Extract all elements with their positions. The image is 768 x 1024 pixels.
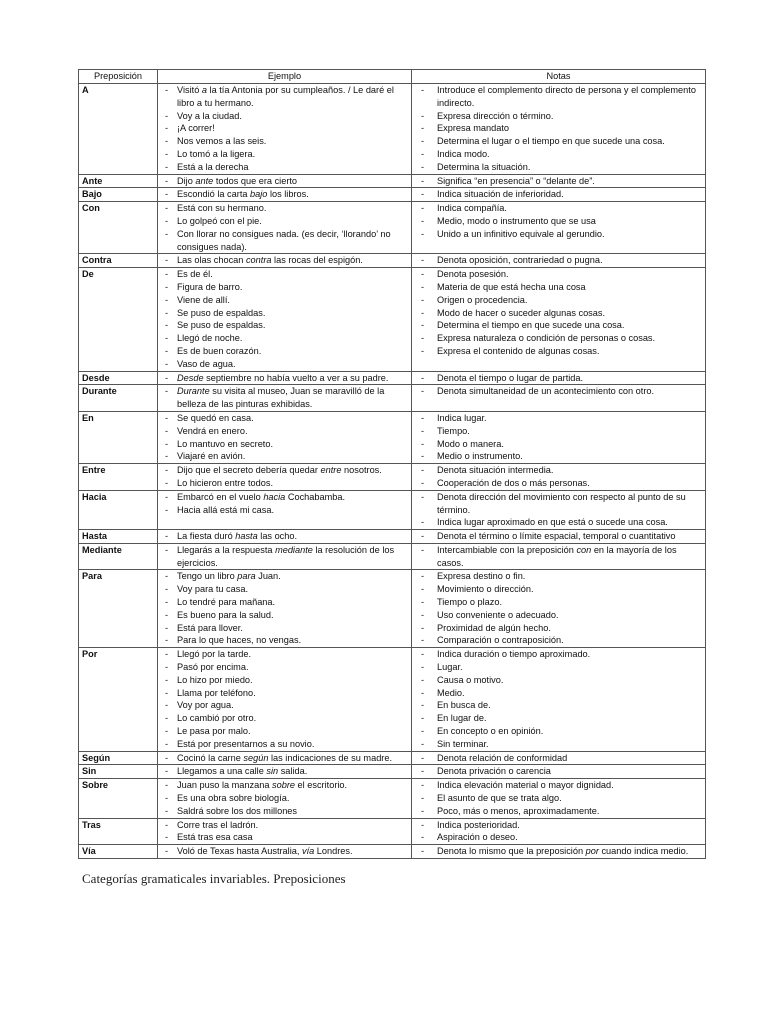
example-item: - Las olas chocan contra las rocas del espigón. <box>161 254 408 267</box>
note-item: - Denota simultaneidad de un acontecimiento con otro. <box>415 385 702 398</box>
example-item: - Lo tomó a la ligera. <box>161 148 408 161</box>
preposition-cell: Para <box>79 570 158 648</box>
note-item: - Indica lugar aproximado en que está o sucede una cosa. <box>415 516 702 529</box>
example-item: - Figura de barro. <box>161 281 408 294</box>
note-item: - Determina el tiempo en que sucede una cosa. <box>415 319 702 332</box>
example-list <box>161 544 408 570</box>
example-item: - Corre tras el ladrón. <box>161 819 408 832</box>
example-cell <box>158 818 412 845</box>
note-list <box>415 570 702 647</box>
note-item: - Poco, más o menos, aproximadamente. <box>415 805 702 818</box>
notes-cell <box>412 845 706 859</box>
caption: Categorías gramaticales invariables. Preposiciones <box>82 871 346 886</box>
example-item: - Llegamos a una calle sin salida. <box>161 765 408 778</box>
example-cell <box>158 385 412 412</box>
note-item: - Expresa naturaleza o condición de personas o cosas. <box>415 332 702 345</box>
example-cell <box>158 490 412 529</box>
example-item: - Hacia allá está mi casa. <box>161 504 408 517</box>
example-item: - Lo mantuvo en secreto. <box>161 438 408 451</box>
table-row <box>79 268 706 371</box>
note-list <box>415 464 702 490</box>
preposition-cell: Durante <box>79 385 158 412</box>
note-item: - Medio o instrumento. <box>415 450 702 463</box>
note-item: - Expresa mandato <box>415 122 702 135</box>
table-row <box>79 385 706 412</box>
table-body <box>79 84 706 859</box>
notes-cell <box>412 202 706 254</box>
example-item: - Llegó de noche. <box>161 332 408 345</box>
note-item: - Indica elevación material o mayor dignidad. <box>415 779 702 792</box>
note-list <box>415 752 702 765</box>
example-cell <box>158 411 412 463</box>
note-item: - Medio, modo o instrumento que se usa <box>415 215 702 228</box>
note-item: - En busca de. <box>415 699 702 712</box>
note-list <box>415 84 702 174</box>
example-cell <box>158 371 412 385</box>
note-item: - Significa “en presencia” o “delante de”. <box>415 175 702 188</box>
example-item: - Se puso de espaldas. <box>161 307 408 320</box>
example-item: - Está para llover. <box>161 622 408 635</box>
example-list <box>161 765 408 778</box>
table-row <box>79 779 706 818</box>
note-item: - En concepto o en opinión. <box>415 725 702 738</box>
preposition-cell: Bajo <box>79 188 158 202</box>
note-item: - Expresa dirección o término. <box>415 110 702 123</box>
preposition-cell: En <box>79 411 158 463</box>
example-item: - Se quedó en casa. <box>161 412 408 425</box>
example-cell <box>158 174 412 188</box>
example-item: - Embarcó en el vuelo hacia Cochabamba. <box>161 491 408 504</box>
note-item: - Tiempo. <box>415 425 702 438</box>
note-list <box>415 202 702 240</box>
example-item: - Llegarás a la respuesta mediante la resolución de los ejercicios. <box>161 544 408 570</box>
preposition-cell: Por <box>79 648 158 751</box>
example-item: - Nos vemos a las seis. <box>161 135 408 148</box>
example-cell <box>158 570 412 648</box>
notes-cell <box>412 188 706 202</box>
example-item: - Se puso de espaldas. <box>161 319 408 332</box>
note-list <box>415 819 702 845</box>
notes-cell <box>412 530 706 544</box>
note-item: - Uso conveniente o adecuado. <box>415 609 702 622</box>
table-row <box>79 765 706 779</box>
note-list <box>415 544 702 570</box>
example-item: - Es de él. <box>161 268 408 281</box>
table-header-row <box>79 70 706 84</box>
note-list <box>415 372 702 385</box>
example-list <box>161 819 408 845</box>
example-list <box>161 175 408 188</box>
note-item: - Denota el tiempo o lugar de partida. <box>415 372 702 385</box>
example-cell <box>158 648 412 751</box>
table-row <box>79 648 706 751</box>
example-list <box>161 254 408 267</box>
table-row <box>79 530 706 544</box>
preposition-cell: Sobre <box>79 779 158 818</box>
note-item: - Materia de que está hecha una cosa <box>415 281 702 294</box>
note-list <box>415 268 702 358</box>
notes-cell <box>412 84 706 175</box>
note-item: - Medio. <box>415 687 702 700</box>
example-item: - Desde septiembre no había vuelto a ver a su padre. <box>161 372 408 385</box>
note-list <box>415 530 702 543</box>
example-cell <box>158 254 412 268</box>
note-item: - En lugar de. <box>415 712 702 725</box>
table-row <box>79 188 706 202</box>
notes-cell <box>412 543 706 570</box>
note-item: - Indica lugar. <box>415 412 702 425</box>
example-item: - Es de buen corazón. <box>161 345 408 358</box>
preposition-cell: Entre <box>79 464 158 491</box>
preposition-cell: Tras <box>79 818 158 845</box>
preposition-cell: Según <box>79 751 158 765</box>
example-item: - Escondió la carta bajo los libros. <box>161 188 408 201</box>
table-row <box>79 202 706 254</box>
note-item: - Indica situación de inferioridad. <box>415 188 702 201</box>
note-item: - Tiempo o plazo. <box>415 596 702 609</box>
notes-cell <box>412 570 706 648</box>
note-item: - Denota dirección del movimiento con respecto al punto de su término. <box>415 491 702 517</box>
example-item: - ¡A correr! <box>161 122 408 135</box>
example-cell <box>158 202 412 254</box>
example-item: - Le pasa por malo. <box>161 725 408 738</box>
note-item: - Lugar. <box>415 661 702 674</box>
preposition-cell: Vía <box>79 845 158 859</box>
document-page <box>78 69 705 859</box>
example-list <box>161 84 408 174</box>
note-item: - Unido a un infinitivo equivale al gerundio. <box>415 228 702 241</box>
example-item: - Visitó a la tía Antonia por su cumpleaños. / Le daré el libro a tu hermano. <box>161 84 408 110</box>
note-item: - Denota situación intermedia. <box>415 464 702 477</box>
table-row <box>79 174 706 188</box>
example-list <box>161 845 408 858</box>
notes-cell <box>412 371 706 385</box>
example-item: - Vendrá en enero. <box>161 425 408 438</box>
example-item: - Lo tendré para mañana. <box>161 596 408 609</box>
note-item: - Denota privación o carencia <box>415 765 702 778</box>
example-item: - Voy por agua. <box>161 699 408 712</box>
table-row <box>79 464 706 491</box>
example-item: - Voló de Texas hasta Australia, vía Londres. <box>161 845 408 858</box>
note-item: - Sin terminar. <box>415 738 702 751</box>
example-cell <box>158 530 412 544</box>
example-item: - Está por presentarnos a su novio. <box>161 738 408 751</box>
table-row <box>79 371 706 385</box>
example-cell <box>158 751 412 765</box>
example-list <box>161 202 408 253</box>
notes-cell <box>412 648 706 751</box>
preposition-cell: De <box>79 268 158 371</box>
notes-cell <box>412 464 706 491</box>
notes-cell <box>412 268 706 371</box>
note-item: - Determina la situación. <box>415 161 702 174</box>
example-list <box>161 752 408 765</box>
notes-cell <box>412 174 706 188</box>
table-row <box>79 751 706 765</box>
note-item: - Determina el lugar o el tiempo en que sucede una cosa. <box>415 135 702 148</box>
example-item: - Dijo ante todos que era cierto <box>161 175 408 188</box>
example-item: - Voy para tu casa. <box>161 583 408 596</box>
note-item: - Modo o manera. <box>415 438 702 451</box>
preposition-cell: Ante <box>79 174 158 188</box>
notes-cell <box>412 490 706 529</box>
notes-cell <box>412 818 706 845</box>
example-list <box>161 188 408 201</box>
preposition-cell: Desde <box>79 371 158 385</box>
example-list <box>161 530 408 543</box>
note-item: - Proximidad de algún hecho. <box>415 622 702 635</box>
example-cell <box>158 845 412 859</box>
example-item: - Lo cambió por otro. <box>161 712 408 725</box>
table-row <box>79 543 706 570</box>
example-cell <box>158 84 412 175</box>
example-list <box>161 464 408 490</box>
notes-cell <box>412 254 706 268</box>
note-item: - Expresa el contenido de algunas cosas. <box>415 345 702 358</box>
header-preposicion: Preposición <box>79 70 158 84</box>
note-item: - Indica compañía. <box>415 202 702 215</box>
note-item: - Denota lo mismo que la preposición por cuando indica medio. <box>415 845 702 858</box>
example-list <box>161 570 408 647</box>
note-item: - Indica posterioridad. <box>415 819 702 832</box>
preposition-cell: Hacia <box>79 490 158 529</box>
example-list <box>161 385 408 411</box>
note-item: - Denota relación de conformidad <box>415 752 702 765</box>
example-list <box>161 372 408 385</box>
example-item: - Vaso de agua. <box>161 358 408 371</box>
example-cell <box>158 543 412 570</box>
example-item: - Para lo que haces, no vengas. <box>161 634 408 647</box>
example-item: - Está a la derecha <box>161 161 408 174</box>
example-item: - Voy a la ciudad. <box>161 110 408 123</box>
note-list <box>415 648 702 750</box>
notes-cell <box>412 751 706 765</box>
preposition-cell: Sin <box>79 765 158 779</box>
note-item: - Movimiento o dirección. <box>415 583 702 596</box>
preposition-cell: A <box>79 84 158 175</box>
table-row <box>79 818 706 845</box>
note-item: - Introduce el complemento directo de persona y el complemento indirecto. <box>415 84 702 110</box>
notes-cell <box>412 385 706 412</box>
example-item: - Dijo que el secreto debería quedar entre nosotros. <box>161 464 408 477</box>
note-item: - Comparación o contraposición. <box>415 634 702 647</box>
table-row <box>79 84 706 175</box>
example-item: - Con llorar no consigues nada. (es decir, ‘llorando’ no consigues nada). <box>161 228 408 254</box>
example-item: - Lo golpeó con el pie. <box>161 215 408 228</box>
example-item: - Viajaré en avión. <box>161 450 408 463</box>
note-item: - Denota el término o límite espacial, temporal o cuantitativo <box>415 530 702 543</box>
note-list <box>415 188 702 201</box>
table-row <box>79 254 706 268</box>
note-item: - Expresa destino o fin. <box>415 570 702 583</box>
note-item: - Indica modo. <box>415 148 702 161</box>
note-list <box>415 779 702 817</box>
example-item: - Es bueno para la salud. <box>161 609 408 622</box>
example-item: - Lo hicieron entre todos. <box>161 477 408 490</box>
note-item: - Denota oposición, contrariedad o pugna. <box>415 254 702 267</box>
table-row <box>79 570 706 648</box>
example-list <box>161 412 408 463</box>
example-list <box>161 648 408 750</box>
note-list <box>415 385 702 398</box>
example-cell <box>158 464 412 491</box>
notes-cell <box>412 765 706 779</box>
example-item: - Durante su visita al museo, Juan se maravilló de la belleza de las pinturas exhibidas. <box>161 385 408 411</box>
note-list <box>415 765 702 778</box>
example-cell <box>158 268 412 371</box>
note-item: - Causa o motivo. <box>415 674 702 687</box>
example-item: - Viene de allí. <box>161 294 408 307</box>
example-item: - Está con su hermano. <box>161 202 408 215</box>
example-item: - Llegó por la tarde. <box>161 648 408 661</box>
example-list <box>161 491 408 517</box>
note-item: - Modo de hacer o suceder algunas cosas. <box>415 307 702 320</box>
example-cell <box>158 188 412 202</box>
preposition-cell: Con <box>79 202 158 254</box>
note-item: - Denota posesión. <box>415 268 702 281</box>
note-list <box>415 254 702 267</box>
note-item: - Intercambiable con la preposición con en la mayoría de los casos. <box>415 544 702 570</box>
notes-cell <box>412 779 706 818</box>
note-list <box>415 491 702 529</box>
example-item: - Juan puso la manzana sobre el escritorio. <box>161 779 408 792</box>
example-item: - Tengo un libro para Juan. <box>161 570 408 583</box>
header-ejemplo: Ejemplo <box>158 70 412 84</box>
note-list <box>415 412 702 463</box>
example-item: - Cocinó la carne según las indicaciones de su madre. <box>161 752 408 765</box>
note-item: - Origen o procedencia. <box>415 294 702 307</box>
example-item: - Llama por teléfono. <box>161 687 408 700</box>
example-item: - Lo hizo por miedo. <box>161 674 408 687</box>
preposition-cell: Hasta <box>79 530 158 544</box>
example-item: - Es una obra sobre biología. <box>161 792 408 805</box>
example-cell <box>158 765 412 779</box>
example-item: - Está tras esa casa <box>161 831 408 844</box>
note-list <box>415 845 702 858</box>
table-row <box>79 411 706 463</box>
table-row <box>79 845 706 859</box>
note-item: - El asunto de que se trata algo. <box>415 792 702 805</box>
example-list <box>161 268 408 370</box>
example-list <box>161 779 408 817</box>
note-list <box>415 175 702 188</box>
header-notas: Notas <box>412 70 706 84</box>
note-item: - Aspiración o deseo. <box>415 831 702 844</box>
prepositions-table <box>78 69 706 859</box>
preposition-cell: Contra <box>79 254 158 268</box>
note-item: - Indica duración o tiempo aproximado. <box>415 648 702 661</box>
example-item: - Pasó por encima. <box>161 661 408 674</box>
example-item: - Saldrá sobre los dos millones <box>161 805 408 818</box>
example-cell <box>158 779 412 818</box>
note-item: - Cooperación de dos o más personas. <box>415 477 702 490</box>
table-row <box>79 490 706 529</box>
preposition-cell: Mediante <box>79 543 158 570</box>
notes-cell <box>412 411 706 463</box>
example-item: - La fiesta duró hasta las ocho. <box>161 530 408 543</box>
